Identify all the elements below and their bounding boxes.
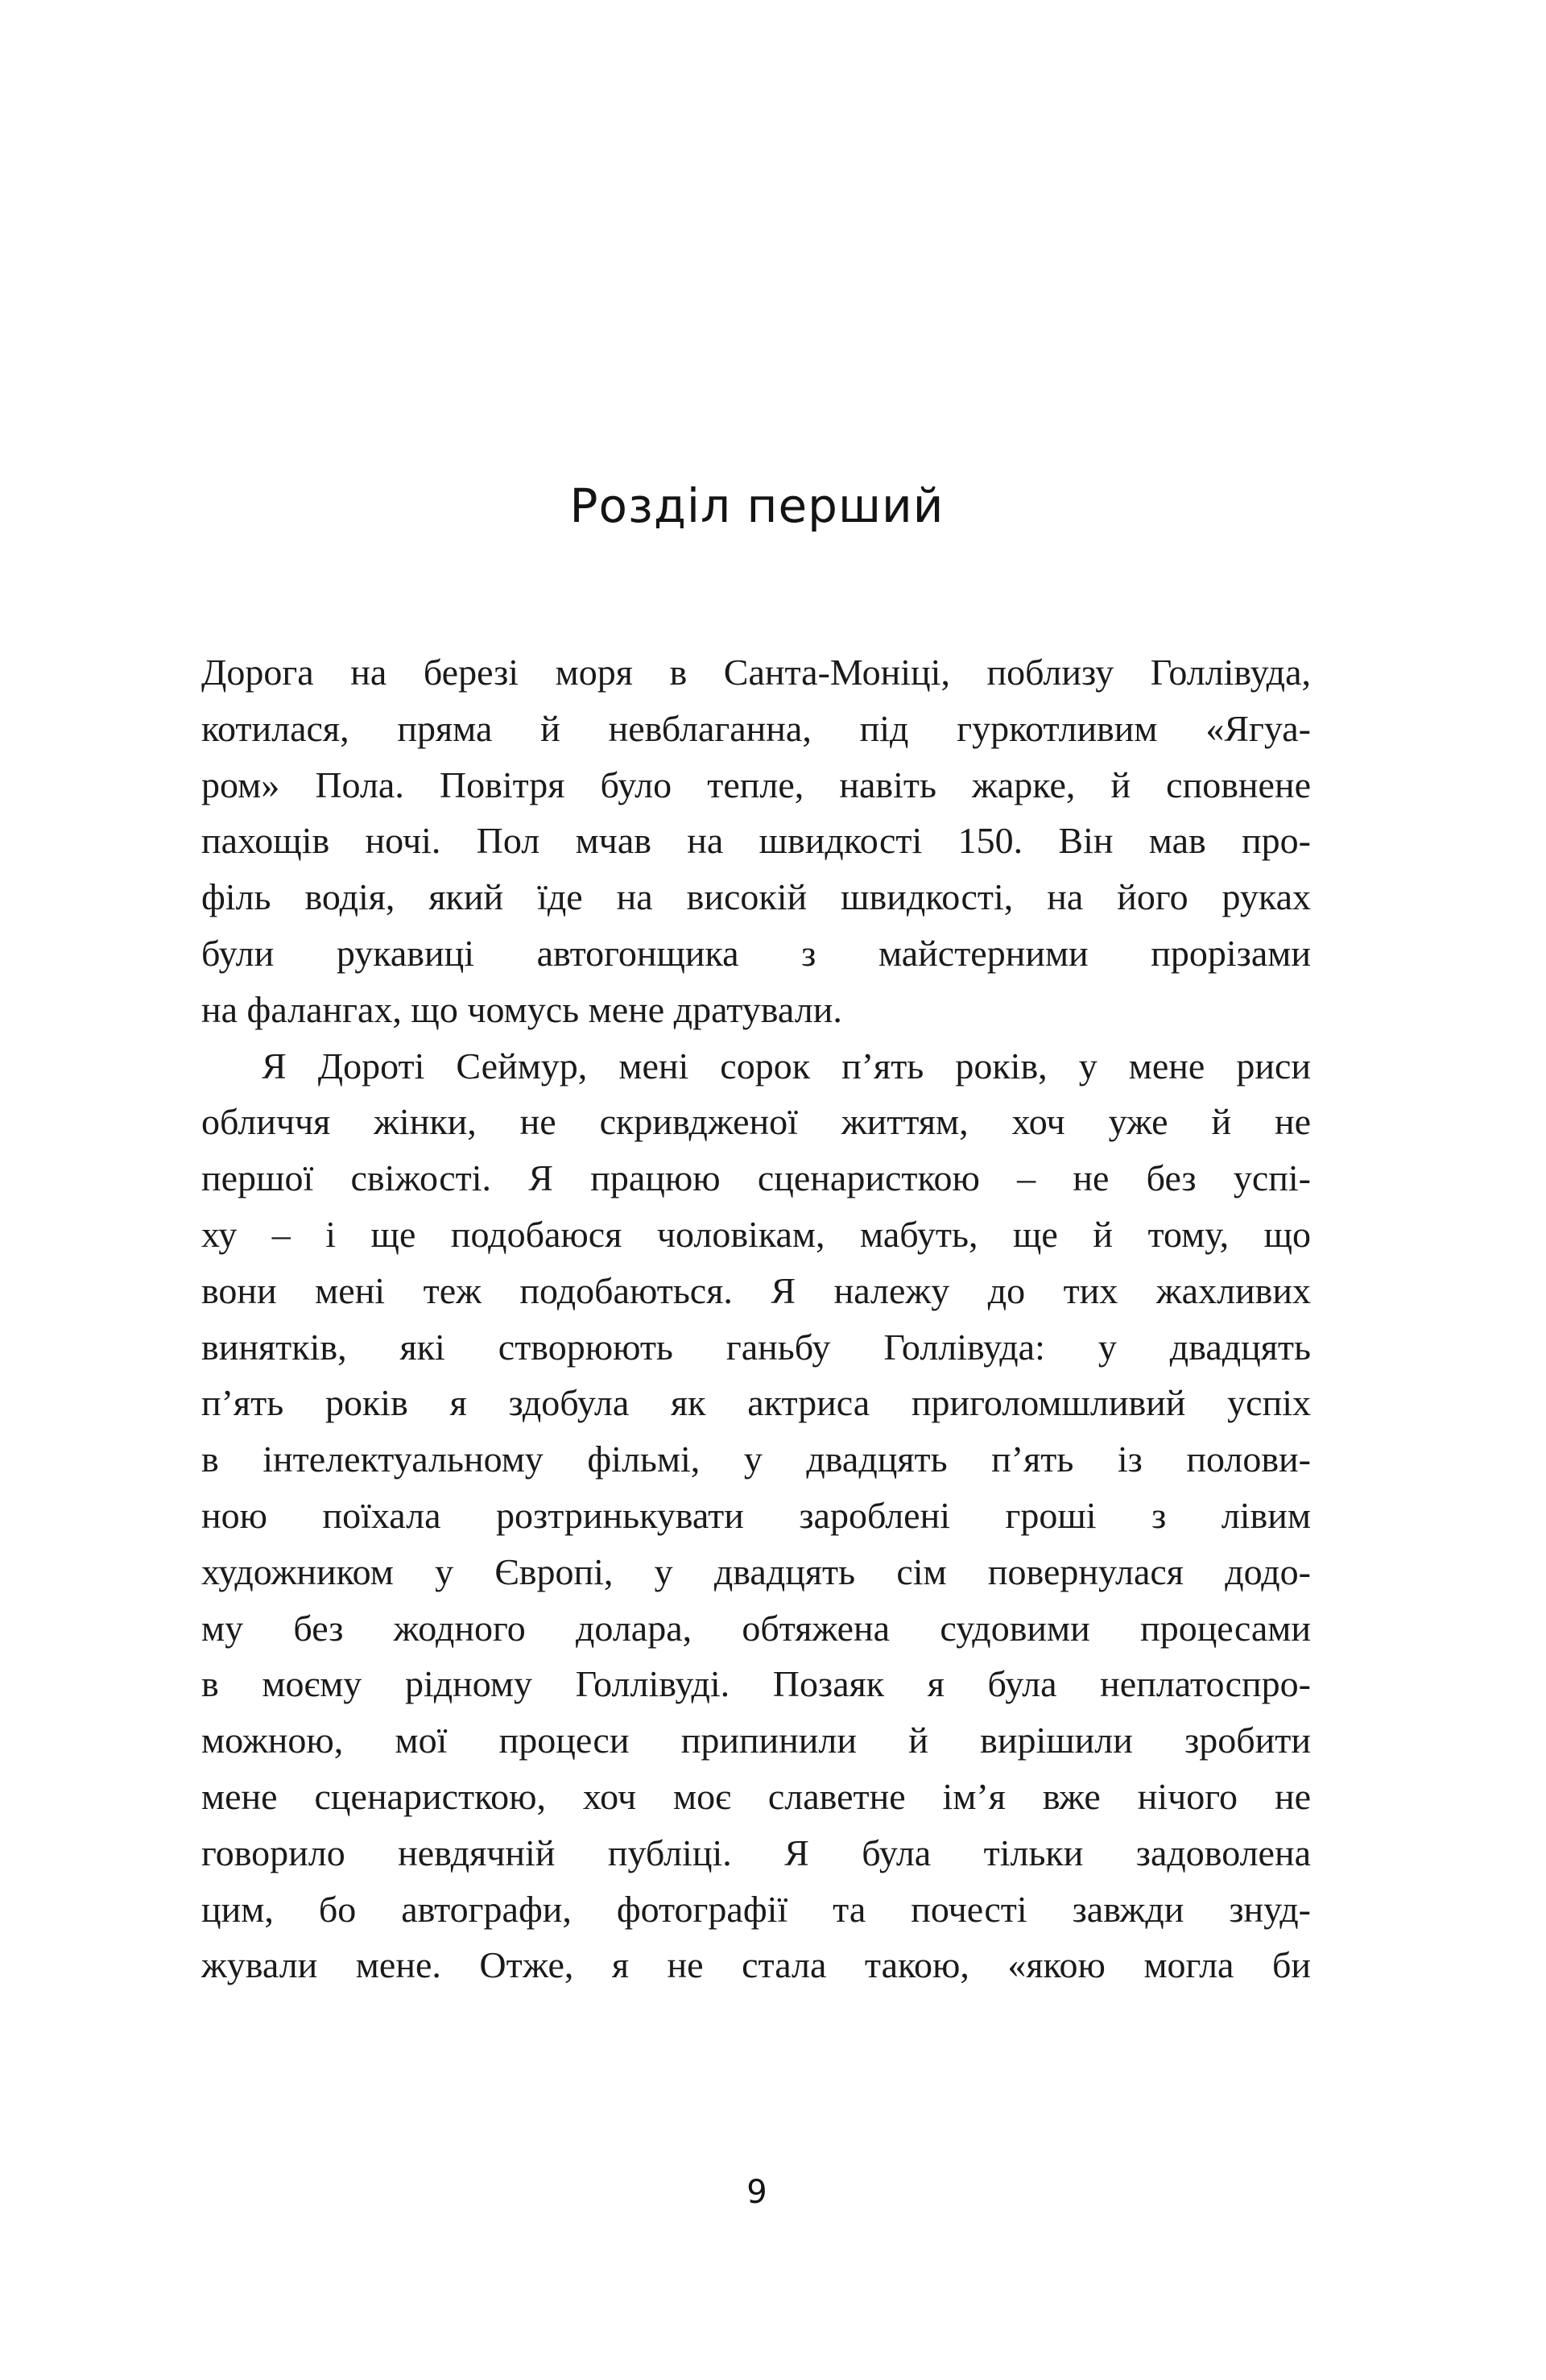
text-line: вони мені теж подобаються. Я належу до тих жахливих [201,1269,1311,1311]
text-line: Я Дороті Сеймур, мені сорок п’ять років, у мене риси [262,1045,1311,1087]
text-line: пахощів ночі. Пол мчав на швидкості 150. Він мав про- [201,820,1311,862]
text-line: можною, мої процеси припинили й вирішили зробити [201,1720,1311,1761]
chapter-title: Розділ перший [569,478,945,533]
body-text [201,644,1311,1993]
text-line: цим, бо автографи, фотографії та почесті завжди знуд- [201,1888,1311,1930]
text-line: ною поїхала розтринькувати зароблені гроші з лівим [201,1494,1311,1536]
text-line: першої свіжості. Я працюю сценаристкою – не без успі- [201,1157,1311,1199]
text-line: ху – і ще подобаюся чоловікам, мабуть, ще й тому, що [201,1213,1311,1255]
text-line: в моєму рідному Голлівуді. Позаяк я була неплатоспро- [201,1663,1311,1705]
text-line: художником у Європі, у двадцять сім повернулася додо- [201,1550,1311,1592]
text-line: на фалангах, що чомусь мене дратували. [201,988,842,1030]
text-line: котилася, пряма й невблаганна, під гуркотливим «Ягуа- [201,707,1311,749]
text-line: п’ять років я здобула як актриса приголомшливий успіх [201,1382,1311,1424]
text-line: були рукавиці автогонщика з майстерними прорізами [201,932,1311,974]
text-line: мене сценаристкою, хоч моє славетне ім’я вже нічого не [201,1775,1311,1817]
text-line: жували мене. Отже, я не стала такою, «якою могла би [201,1944,1311,1986]
text-line: ром» Пола. Повітря було тепле, навіть жарке, й сповнене [201,764,1311,805]
text-line: Дорога на березі моря в Санта-Моніці, поблизу Голлівуда, [201,652,1311,693]
text-line: обличчя жінки, не скривдженої життям, хоч уже й не [201,1101,1311,1143]
text-line: в інтелектуальному фільмі, у двадцять п’ять із полови- [201,1438,1311,1480]
paragraph-1 [201,644,1311,1038]
text-line: винятків, які створюють ганьбу Голлівуда: у двадцять [201,1326,1311,1368]
text-line: філь водія, який їде на високій швидкості, на його руках [201,876,1311,918]
page-number: 9 [746,2174,767,2211]
text-line: говорило невдячній публіці. Я була тільки задоволена [201,1832,1311,1873]
text-line: му без жодного долара, обтяжена судовими процесами [201,1607,1311,1649]
paragraph-2 [201,1038,1311,1994]
